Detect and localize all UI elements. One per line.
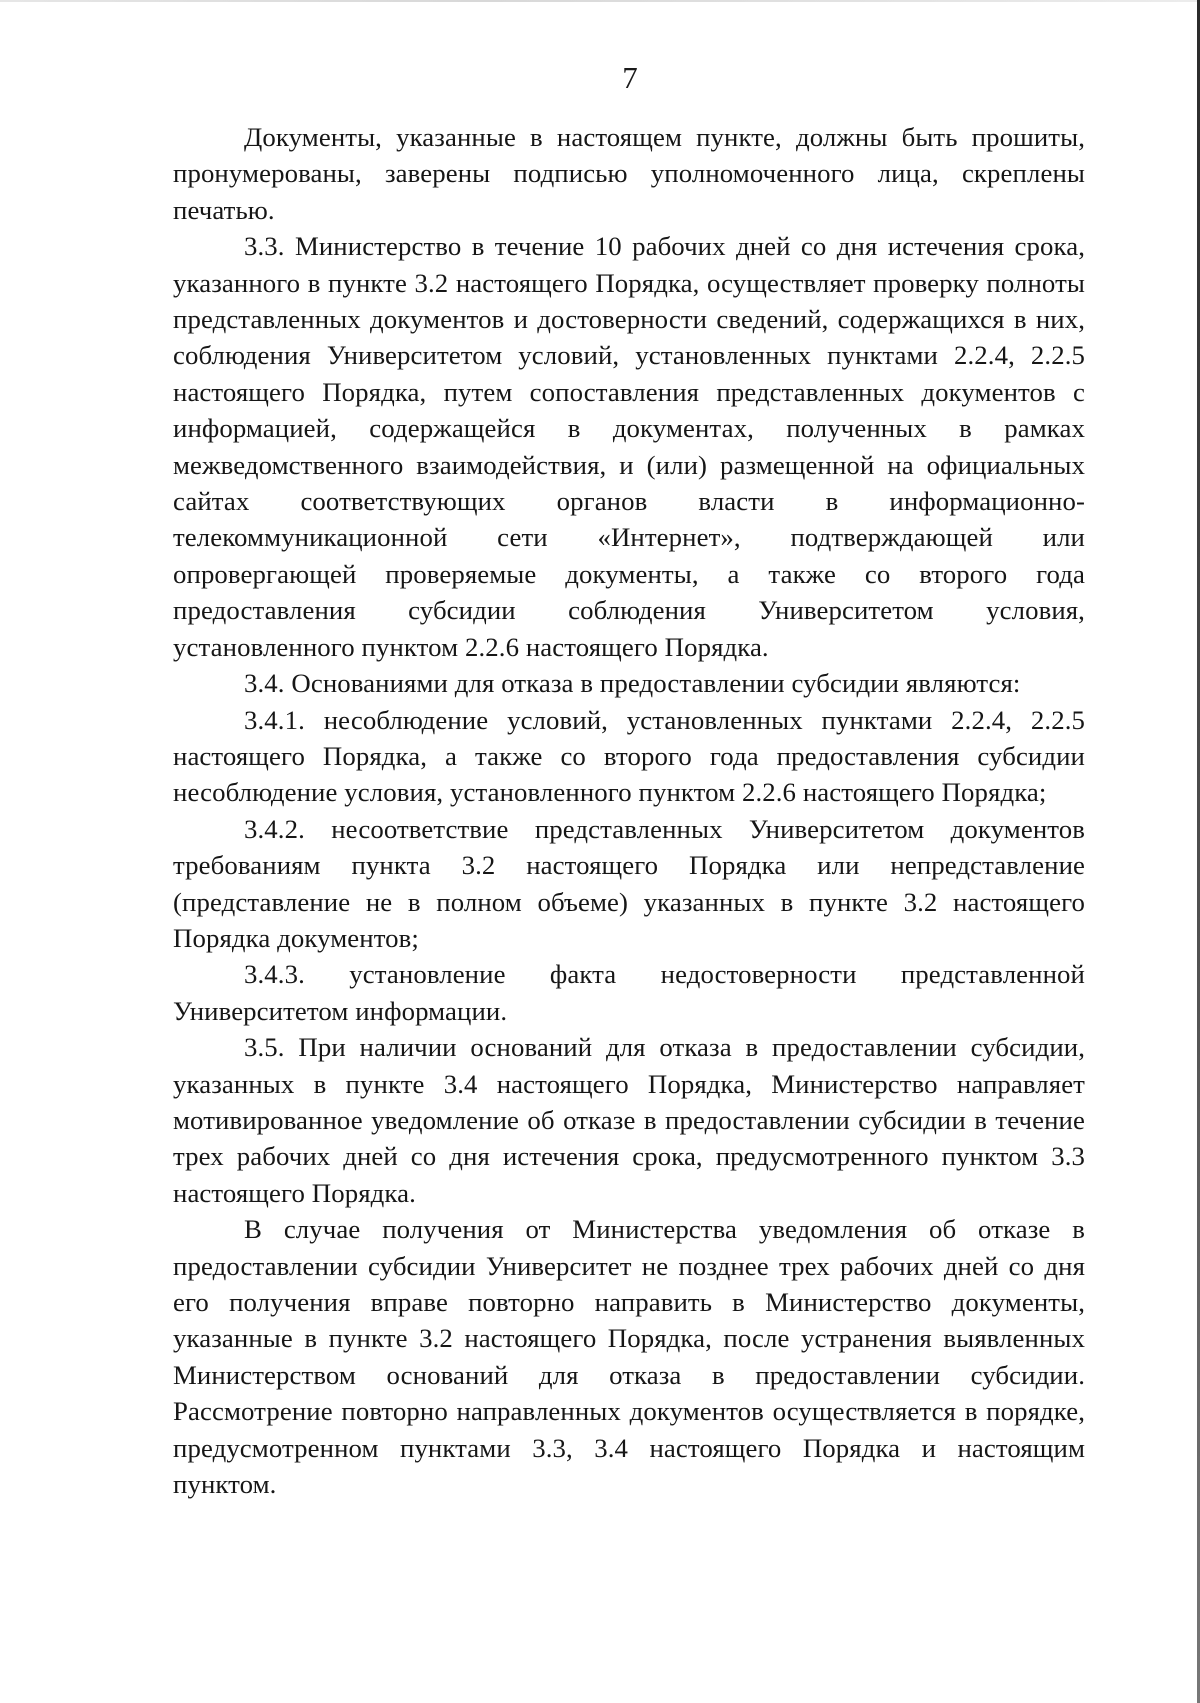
paragraph-3-4-3: 3.4.3. установление факта недостоверности представленной Университетом информации. [173,959,1085,1026]
page-number: 7 [622,60,638,95]
paragraph-3-4-1: 3.4.1. несоблюдение условий, установленных пунктами 2.2.4, 2.2.5 настоящего Порядка, а также со второго года предоставления субсидии несоблюдение условия, установленного пунктом 2.2.6 настоящего Порядка; [173,704,1085,808]
paragraph-3-5: 3.5. При наличии оснований для отказа в предоставлении субсидии, указанных в пункте 3.4 настоящего Порядка, Министерство направляет мотивированное уведомление об отказе в предоставлении субсидии в течение трех рабочих дней со дня истечения срока, предусмотренного пунктом 3.3 настоящего Порядка. [173,1032,1085,1208]
paragraph-documents-requirements: Документы, указанные в настоящем пункте, должны быть прошиты, пронумерованы, заверены подписью уполномоченного лица, скреплены печатью. [173,122,1085,225]
paragraph-3-4-2: 3.4.2. несоответствие представленных Университетом документов требованиям пункта 3.2 настоящего Порядка или непредставление (представление не в полном объеме) указанных в пункте 3.2 настоящего Порядка документов; [173,813,1085,953]
paragraph-resubmission: В случае получения от Министерства уведомления об отказе в предоставлении субсидии Университет не позднее трех рабочих дней со дня его получения вправе повторно направить в Министерство документы, указанные в пункте 3.2 настоящего Порядка, после устранения выявленных Министерством оснований для отказа в предоставлении субсидии. Рассмотрение повторно направленных документов осуществляется в порядке, предусмотренном пунктами 3.3, 3.4 настоящего Порядка и настоящим пунктом. [173,1214,1085,1500]
scan-top-edge [0,0,1200,2]
paragraph-3-3: 3.3. Министерство в течение 10 рабочих дней со дня истечения срока, указанного в пункте 3.2 настоящего Порядка, осуществляет проверку полноты представленных документов и достоверности сведений, содержащихся в них, соблюдения Университетом условий, установленных пунктами 2.2.4, 2.2.5 настоящего Порядка, путем сопоставления представленных документов с информацией, содержащейся в документах, полученных в рамках межведомственного взаимодействия, и (или) размещенной на официальных сайтах соответствующих органов власти в информационно-телекоммуникационной сети «Интернет», подтверждающей или опровергающей проверяемые документы, а также со второго года предоставления субсидии соблюдения Университетом условия, установленного пунктом 2.2.6 настоящего Порядка. [173,231,1085,662]
document-body [173,119,1085,1502]
paragraph-3-4: 3.4. Основаниями для отказа в предоставлении субсидии являются: [244,668,1021,699]
